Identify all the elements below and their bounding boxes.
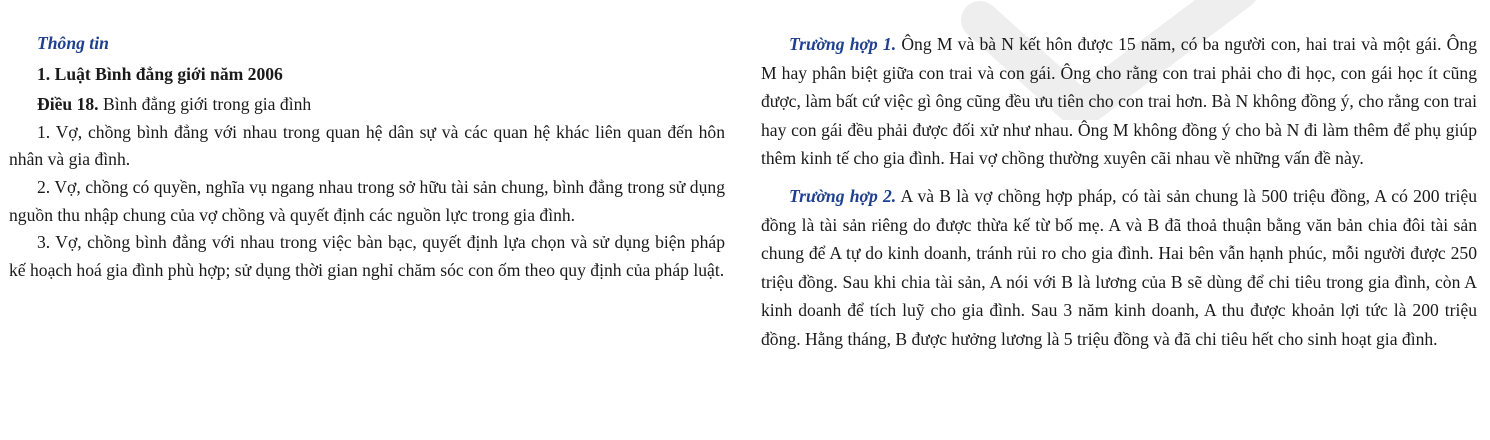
case-2 — [761, 182, 1477, 354]
law-info-column — [9, 30, 725, 284]
article-title: Bình đẳng giới trong gia đình — [98, 94, 312, 115]
law-title: 1. Luật Bình đẳng giới năm 2006 — [37, 63, 283, 84]
case-2-text: A và B là vợ chồng hợp pháp, có tài sản chung là 500 triệu đồng, A có 200 triệu đồng là tài sản riêng do được thừa kế từ bố mẹ. A và B đã thoả thuận bằng văn bản chia đôi tài sản chung để A tự do kinh doanh, tránh rủi ro cho gia đình. Hai bên vẫn hạnh phúc, mỗi người được 250 triệu đồng. Sau khi chia tài sản, A nói với B là lương của B sẽ dùng để chi tiêu trong gia đình, còn A kinh doanh để tích luỹ cho gia đình. Sau 3 năm kinh doanh, A thu được khoản lợi tức là 200 triệu đồng. Hằng tháng, B được hưởng lương là 5 triệu đồng và đã chi tiêu hết cho sinh hoạt gia đình. — [761, 185, 1477, 349]
case-1 — [761, 30, 1477, 173]
article-heading — [9, 91, 725, 119]
clause-1: 1. Vợ, chồng bình đẳng với nhau trong quan hệ dân sự và các quan hệ khác liên quan đến hôn nhân và gia đình. — [9, 121, 725, 170]
case-1-text: Ông M và bà N kết hôn được 15 năm, có ba người con, hai trai và một gái. Ông M hay phân biệt giữa con trai và con gái. Ông cho rằng con trai phải cho đi học, con gái học ít cũng được, làm bất cứ việc gì ông cũng đều ưu tiên cho con trai hơn. Bà N không đồng ý, cho rằng con trai hay con gái đều phải được đối xử như nhau. Ông M không đồng ý cho bà N đi làm thêm để phụ giúp thêm kinh tế cho gia đình. Hai vợ chồng thường xuyên cãi nhau về những vấn đề này. — [761, 34, 1477, 169]
clause-3: 3. Vợ, chồng bình đẳng với nhau trong việc bàn bạc, quyết định lựa chọn và sử dụng biện pháp kế hoạch hoá gia đình phù hợp; sử dụng thời gian nghỉ chăm sóc con ốm theo quy định của pháp luật. — [9, 232, 725, 280]
case-studies-column — [761, 30, 1477, 354]
article-label: Điều 18. — [37, 94, 99, 115]
info-heading: Thông tin — [37, 33, 109, 53]
case-1-label: Trường hợp 1. — [789, 34, 897, 54]
case-2-label: Trường hợp 2. — [789, 185, 897, 206]
clause-2: 2. Vợ, chồng có quyền, nghĩa vụ ngang nhau trong sở hữu tài sản chung, bình đẳng trong sử dụng nguồn thu nhập chung của vợ chồng và quyết định các nguồn lực trong gia đình. — [9, 176, 725, 225]
